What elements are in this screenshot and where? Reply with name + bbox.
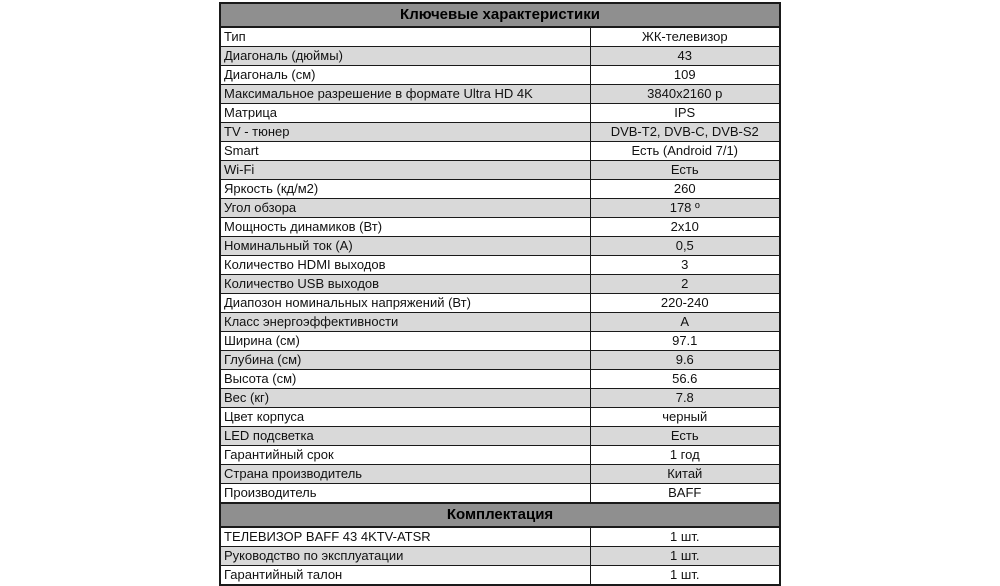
table-row (220, 527, 780, 547)
spec-value: DVB-T2, DVB-C, DVB-S2 (590, 123, 780, 142)
spec-value: 9.6 (590, 351, 780, 370)
table-row (220, 199, 780, 218)
table-row (220, 566, 780, 586)
table-row (220, 351, 780, 370)
table-row (220, 446, 780, 465)
spec-name: Smart (220, 142, 590, 161)
spec-value: BAFF (590, 484, 780, 504)
spec-name: Класс энергоэффективности (220, 313, 590, 332)
specs-title: Ключевые характеристики (220, 3, 780, 27)
spec-name: Диагональ (дюймы) (220, 47, 590, 66)
spec-name: Мощность динамиков (Вт) (220, 218, 590, 237)
table-row (220, 313, 780, 332)
package-item-qty: 1 шт. (590, 566, 780, 586)
spec-value: 260 (590, 180, 780, 199)
spec-name: Диагональ (см) (220, 66, 590, 85)
table-row (220, 237, 780, 256)
table-row (220, 484, 780, 504)
table-row (220, 180, 780, 199)
spec-value: 2 (590, 275, 780, 294)
table-body (220, 3, 780, 585)
spec-name: Высота (см) (220, 370, 590, 389)
spec-name: Угол обзора (220, 199, 590, 218)
table-row (220, 66, 780, 85)
table-row (220, 465, 780, 484)
package-title: Комплектация (220, 503, 780, 527)
package-item-qty: 1 шт. (590, 547, 780, 566)
spec-value: 109 (590, 66, 780, 85)
spec-name: Ширина (см) (220, 332, 590, 351)
spec-name: Номинальный ток (А) (220, 237, 590, 256)
spec-value: 3 (590, 256, 780, 275)
table-row (220, 161, 780, 180)
table-row (220, 408, 780, 427)
spec-name: Матрица (220, 104, 590, 123)
spec-name: Wi-Fi (220, 161, 590, 180)
table-row (220, 547, 780, 566)
package-header-row (220, 503, 780, 527)
spec-value: А (590, 313, 780, 332)
table-row (220, 427, 780, 446)
table-row (220, 85, 780, 104)
specs-header-row (220, 3, 780, 27)
package-item-qty: 1 шт. (590, 527, 780, 547)
spec-value: Есть (Android 7/1) (590, 142, 780, 161)
spec-value: Китай (590, 465, 780, 484)
spec-value: 3840х2160 р (590, 85, 780, 104)
spec-name: Количество HDMI выходов (220, 256, 590, 275)
spec-name: Тип (220, 27, 590, 47)
package-item-name: ТЕЛЕВИЗОР BAFF 43 4KTV-ATSR (220, 527, 590, 547)
spec-value: IPS (590, 104, 780, 123)
spec-name: Производитель (220, 484, 590, 504)
table-row (220, 104, 780, 123)
spec-value: ЖК-телевизор (590, 27, 780, 47)
characteristics-table (219, 2, 781, 586)
spec-value: 97.1 (590, 332, 780, 351)
package-item-name: Руководство по эксплуатации (220, 547, 590, 566)
spec-value: 7.8 (590, 389, 780, 408)
spec-value: 43 (590, 47, 780, 66)
spec-name: Максимальное разрешение в формате Ultra HD 4K (220, 85, 590, 104)
spec-value: 0,5 (590, 237, 780, 256)
spec-name: LED подсветка (220, 427, 590, 446)
table-row (220, 275, 780, 294)
table-row (220, 294, 780, 313)
spec-name: TV - тюнер (220, 123, 590, 142)
spec-name: Цвет корпуса (220, 408, 590, 427)
table-row (220, 218, 780, 237)
table-row (220, 123, 780, 142)
table-row (220, 389, 780, 408)
package-item-name: Гарантийный талон (220, 566, 590, 586)
spec-name: Диапозон номинальных напряжений (Вт) (220, 294, 590, 313)
spec-name: Страна производитель (220, 465, 590, 484)
spec-value: 1 год (590, 446, 780, 465)
spec-name: Яркость (кд/м2) (220, 180, 590, 199)
spec-name: Гарантийный срок (220, 446, 590, 465)
table-row (220, 332, 780, 351)
table-row (220, 370, 780, 389)
table-row (220, 47, 780, 66)
spec-value: 56.6 (590, 370, 780, 389)
spec-name: Вес (кг) (220, 389, 590, 408)
table-row (220, 27, 780, 47)
table-row (220, 256, 780, 275)
spec-value: Есть (590, 427, 780, 446)
spec-value: 220-240 (590, 294, 780, 313)
spec-value: черный (590, 408, 780, 427)
spec-value: Есть (590, 161, 780, 180)
table-row (220, 142, 780, 161)
spec-name: Количество USB выходов (220, 275, 590, 294)
spec-value: 2х10 (590, 218, 780, 237)
spec-name: Глубина (см) (220, 351, 590, 370)
spec-value: 178 º (590, 199, 780, 218)
